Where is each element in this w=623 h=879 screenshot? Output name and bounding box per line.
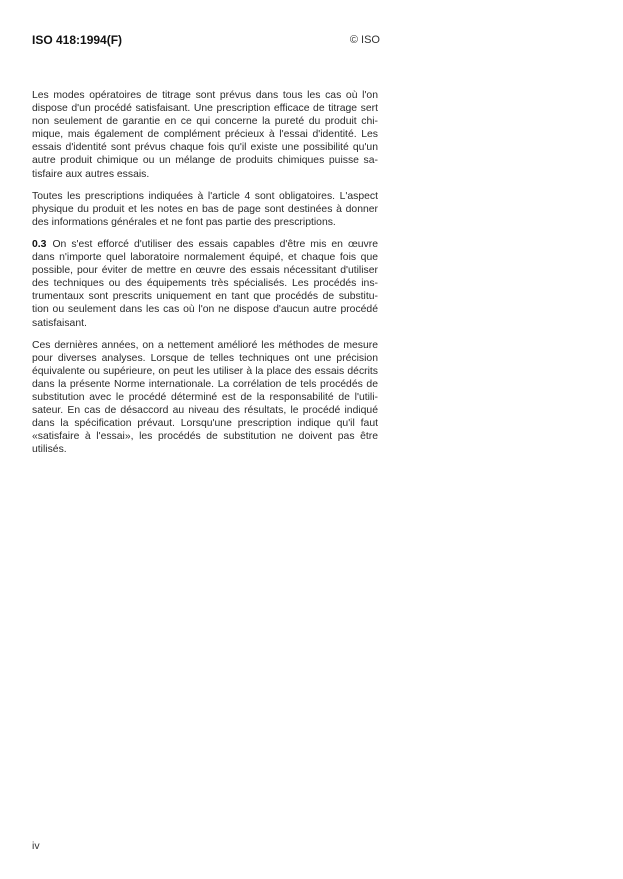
- paragraph-titrage: [32, 89, 378, 181]
- text-line: Toutes les prescriptions indiquées à l'article 4 sont obligatoires. L'aspect: [32, 190, 378, 202]
- text-line: On s'est efforcé d'utiliser des essais capables d'être mis en œuvre: [52, 238, 378, 250]
- text-line: sateur. En cas de désaccord au niveau des résultats, le procédé indiqué: [32, 405, 378, 417]
- text-line: des techniques ou des équipements très spécialisés. Les procédés ins-: [32, 278, 378, 290]
- section-number: 0.3: [32, 238, 47, 250]
- text-line: physique du produit et les notes en bas de page sont destinées à donner: [32, 203, 378, 215]
- text-line: tion ou seulement dans les cas où l'on ne dispose d'aucun autre procédé: [32, 304, 378, 316]
- paragraph-section-0-3: [32, 238, 378, 330]
- text-line: dans la spécification prévaut. Lorsqu'une prescription indique qu'il faut: [32, 418, 378, 430]
- text-line: essais d'identité sont prévus chaque fois qu'il existe une possibilité qu'un: [32, 142, 378, 154]
- document-id: ISO 418:1994(F): [32, 33, 123, 47]
- text-line: Les modes opératoires de titrage sont prévus dans tous les cas où l'on: [32, 90, 378, 101]
- text-line: non seulement de garantie en ce qui concerne la pureté du produit chi-: [32, 116, 378, 128]
- text-line: satisfaisant.: [32, 317, 87, 329]
- text-line: dispose d'un procédé satisfaisant. Une prescription efficace de titrage sert: [32, 103, 378, 115]
- text-line: tisfaire aux autres essais.: [32, 168, 150, 180]
- page-number: iv: [32, 840, 40, 852]
- text-line: mique, mais également de complément précieux à l'essai d'identité. Les: [32, 129, 378, 141]
- text-line: possible, pour éviter de mettre en œuvre des essais nécessitant d'utiliser: [32, 265, 378, 277]
- text-line: dans n'importe quel laboratoire normalement équipé, et chaque fois que: [32, 252, 378, 264]
- paragraph-methodes: [32, 339, 378, 457]
- text-line: équivalente ou supérieure, on peut les utiliser à la place des essais décrits: [32, 365, 378, 377]
- text-line: utilisés.: [32, 444, 67, 456]
- text-line: dans la présente Norme internationale. La corrélation de tels procédés de: [32, 378, 378, 390]
- text-line: des informations générales et ne font pas partie des prescriptions.: [32, 216, 336, 228]
- text-line: Ces dernières années, on a nettement amélioré les méthodes de mesure: [32, 339, 378, 351]
- text-line: «satisfaire à l'essai», les procédés de substitution ne doivent pas être: [32, 431, 378, 443]
- text-line: pour diverses analyses. Lorsque de telles techniques ont une précision: [32, 352, 378, 364]
- text-line: autre produit chimique ou un mélange de produits chimiques puisse sa-: [32, 155, 378, 167]
- text-line: trumentaux sont prescrits uniquement en tant que procédés de substitu-: [32, 291, 378, 303]
- paragraph-prescriptions: [32, 190, 378, 229]
- text-line: substitution avec le procédé déterminé est de la responsabilité de l'utili-: [32, 391, 378, 403]
- copyright-mark: © ISO: [349, 34, 380, 46]
- body-text: [32, 89, 378, 465]
